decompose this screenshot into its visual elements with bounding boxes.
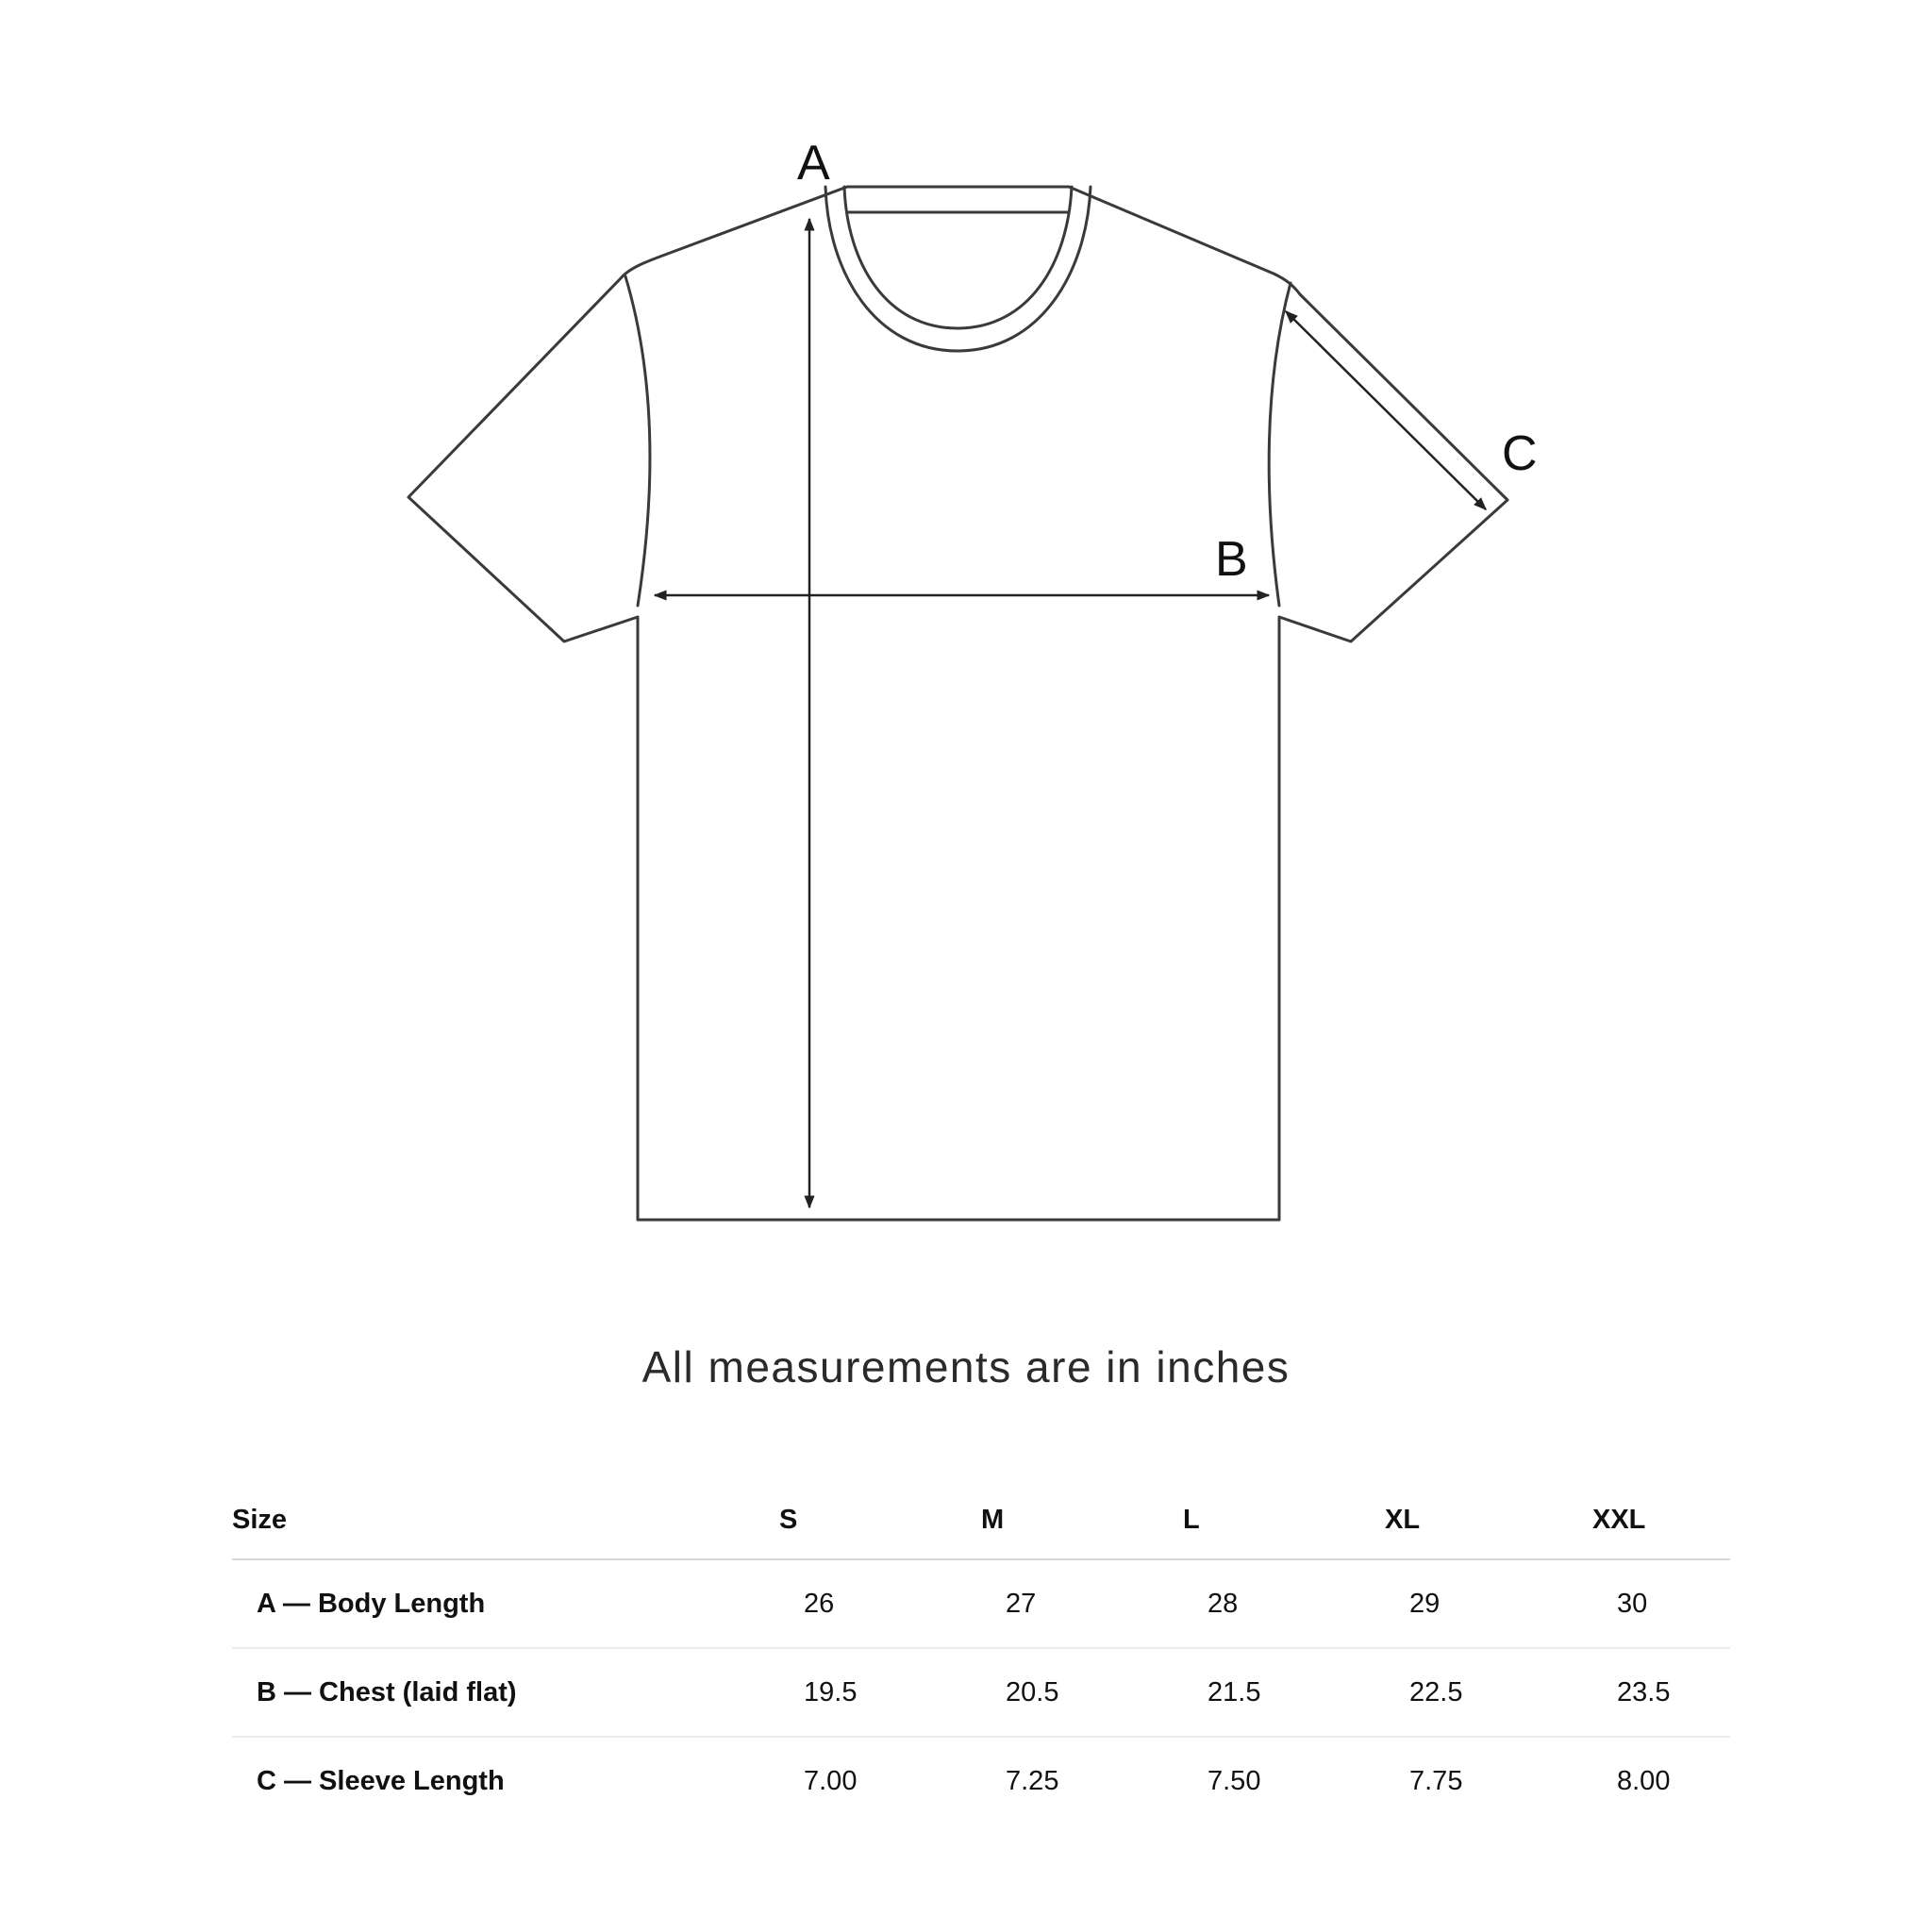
size-col-m: M [981, 1481, 1183, 1559]
row-label-sleeve-length: C — Sleeve Length [257, 1765, 505, 1796]
label-c: C [1502, 426, 1538, 481]
table-cell: 8.00 [1617, 1765, 1671, 1796]
label-a: A [797, 136, 830, 191]
table-cell: 22.5 [1385, 1648, 1592, 1737]
table-cell: 29 [1385, 1559, 1592, 1648]
table-cell: 7.00 [804, 1765, 858, 1796]
table-cell: 7.75 [1409, 1765, 1463, 1796]
row-label-body-length: A — Body Length [232, 1559, 779, 1648]
size-col-xl: XL [1385, 1481, 1592, 1559]
measurement-arrows [655, 219, 1486, 1208]
table-cell: 7.25 [1006, 1765, 1059, 1796]
table-cell: 27 [981, 1559, 1183, 1648]
measurement-unit-caption: All measurements are in inches [641, 1342, 1291, 1391]
size-col-l: L [1183, 1481, 1385, 1559]
table-row [232, 1737, 1730, 1824]
table-cell: 21.5 [1183, 1648, 1385, 1737]
table-cell: 23.5 [1592, 1648, 1730, 1737]
table-cell: 7.50 [1208, 1765, 1261, 1796]
table-cell: 28 [1183, 1559, 1385, 1648]
table-cell: 20.5 [981, 1648, 1183, 1737]
size-header: Size [232, 1481, 779, 1559]
size-col-s: S [779, 1481, 981, 1559]
sleeve-length-arrow-icon [1286, 311, 1486, 509]
table-cell: 26 [779, 1559, 981, 1648]
tshirt-outline-icon [408, 187, 1507, 1220]
label-b: B [1215, 532, 1248, 587]
size-chart-table [232, 1481, 1730, 1824]
size-col-xxl: XXL [1592, 1481, 1730, 1559]
table-header-row [232, 1481, 1730, 1559]
table-cell: 30 [1592, 1559, 1730, 1648]
row-label-chest: B — Chest (laid flat) [232, 1648, 779, 1737]
table-row [232, 1648, 1730, 1737]
table-cell: 19.5 [779, 1648, 981, 1737]
table-row [232, 1559, 1730, 1648]
